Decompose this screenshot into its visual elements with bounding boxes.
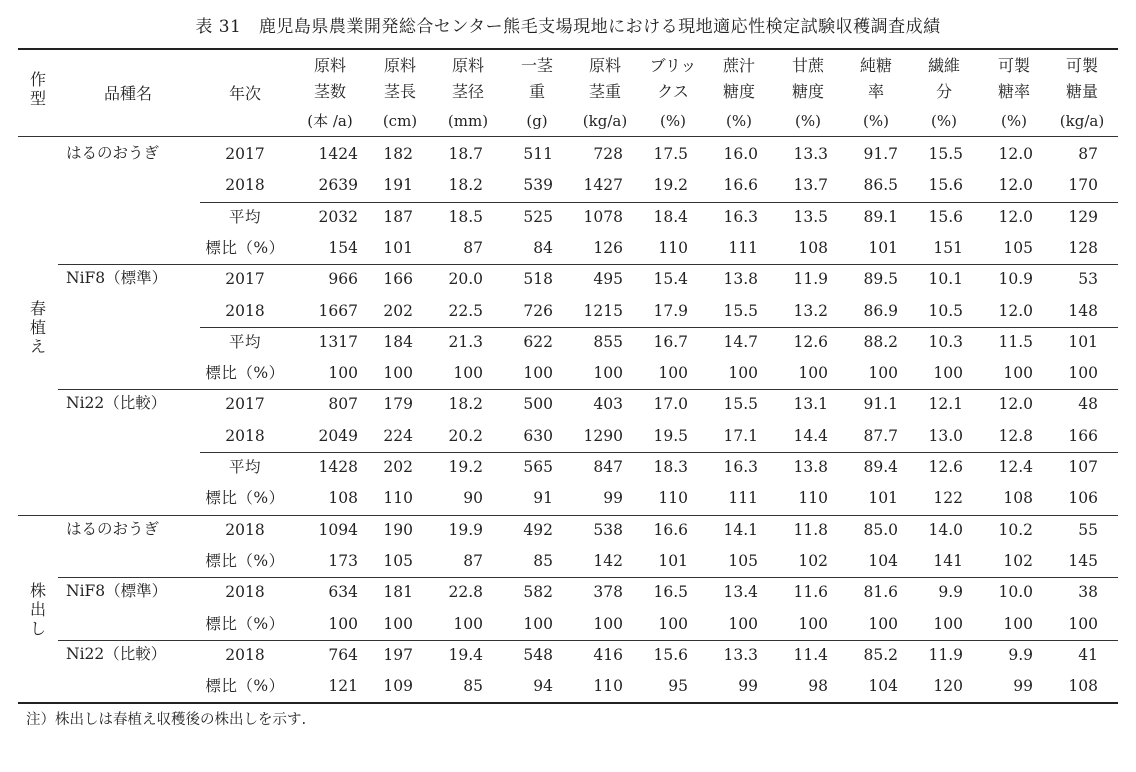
table-cell: 1428 [318,458,358,476]
table-cell: 1215 [583,301,623,320]
table-cell: 1317 [318,332,358,351]
table-cell: 110 [798,489,828,508]
variety-name: NiF8（標準） [66,269,168,288]
table-cell: 48 [1078,395,1098,414]
table-cell: 1290 [583,426,623,445]
table-cell: 16.0 [723,145,758,163]
table-cell: 1094 [318,520,358,539]
table-cell: 91 [533,489,553,508]
header-col-8-line2: 率 [867,82,884,101]
table-cell: 2049 [318,426,358,445]
group-label-char: 植 [29,317,46,337]
header-nenji: 年次 [228,84,261,103]
row-year: 平均 [228,207,261,226]
rule-line [200,202,1118,203]
table-cell: 128 [1068,238,1098,257]
header-col-4-unit: (kg/a) [582,112,628,130]
table-cell: 120 [933,677,963,696]
table-cell: 15.5 [723,395,758,414]
table-cell: 107 [1068,458,1098,476]
table-cell: 111 [728,489,758,508]
table-cell: 108 [798,238,828,257]
table-cell: 148 [1068,301,1098,320]
table-cell: 141 [933,551,963,570]
header-col-7-line1: 甘蔗 [791,56,824,75]
table-cell: 100 [868,614,898,633]
table-cell: 10.1 [928,270,963,289]
table-cell: 634 [328,583,358,602]
table-cell: 197 [383,645,413,664]
header-col-10-line1: 可製 [997,56,1030,75]
table-cell: 145 [1068,551,1098,570]
row-year: 2017 [225,270,265,289]
table-cell: 18.2 [448,176,483,195]
table-cell: 100 [383,614,413,633]
table-cell: 166 [1068,426,1098,445]
table-cell: 154 [328,238,358,257]
table-cell: 122 [933,489,963,508]
table-cell: 224 [383,426,413,445]
table-cell: 13.3 [723,645,758,664]
table-cell: 18.7 [448,145,483,163]
table-cell: 22.8 [448,583,483,602]
row-year: 標比（%） [205,364,285,383]
table-cell: 17.0 [653,395,688,414]
row-year: 標比（%） [205,677,285,696]
row-year: 2018 [225,176,265,195]
table-cell: 403 [593,395,623,414]
header-col-5-line2: クス [657,82,689,101]
table-cell: 101 [658,551,688,570]
table-cell: 565 [523,458,553,476]
variety-name: はるのおうぎ [66,519,160,538]
table-cell: 12.0 [998,145,1033,163]
table-cell: 15.4 [653,270,688,289]
table-cell: 12.0 [998,301,1033,320]
table-cell: 100 [453,364,483,383]
table-cell: 100 [798,364,828,383]
table-cell: 855 [593,332,623,351]
table-cell: 1424 [318,145,358,163]
table-cell: 100 [933,614,963,633]
table-cell: 100 [593,614,623,633]
table-cell: 100 [1003,614,1033,633]
row-year: 標比（%） [205,238,285,257]
table-cell: 100 [933,364,963,383]
table-cell: 1667 [318,301,358,320]
table-cell: 966 [328,270,358,289]
table-cell: 95 [668,677,688,696]
table-cell: 100 [328,364,358,383]
table-cell: 12.8 [998,426,1033,445]
header-hinshu: 品種名 [103,84,152,103]
table-cell: 111 [728,238,758,257]
row-year: 標比（%） [205,489,285,508]
table-cell: 105 [728,551,758,570]
table-cell: 518 [523,270,553,289]
table-cell: 126 [593,238,623,257]
table-cell: 19.2 [448,458,483,476]
table-cell: 13.7 [793,176,828,195]
table-cell: 86.5 [863,176,898,195]
variety-name: はるのおうぎ [66,144,160,162]
table-cell: 85.0 [863,520,898,539]
table-cell: 11.5 [998,332,1033,351]
table-cell: 12.6 [793,332,828,351]
table-cell: 16.6 [653,520,688,539]
header-col-3-line2: 重 [528,82,545,101]
table-cell: 100 [658,614,688,633]
table-cell: 18.2 [448,395,483,414]
table-cell: 104 [868,677,898,696]
table-cell: 19.4 [448,645,483,664]
table-cell: 151 [933,238,963,257]
table-cell: 182 [383,145,413,163]
table-cell: 10.2 [998,520,1033,539]
table-cell: 16.3 [723,207,758,226]
header-col-4-line2: 茎重 [588,82,621,101]
table-cell: 94 [533,677,553,696]
table-cell: 100 [328,614,358,633]
table-cell: 100 [593,364,623,383]
header-col-3-unit: (g) [526,112,548,130]
header-col-10-unit: (%) [1001,112,1027,130]
table-cell: 20.2 [448,426,483,445]
header-col-9-line2: 分 [935,82,952,101]
table-cell: 89.4 [863,458,898,476]
table-cell: 53 [1078,270,1098,289]
table-cell: 582 [523,583,553,602]
table-cell: 110 [593,677,623,696]
header-col-6-unit: (%) [726,112,752,130]
table-cell: 184 [383,332,413,351]
table-cell: 88.2 [863,332,898,351]
header-col-5-line1: ブリッ [649,56,697,75]
header-col-8-line1: 純糖 [859,56,892,75]
row-year: 2018 [225,520,265,539]
table-cell: 10.0 [998,583,1033,602]
table-cell: 16.6 [723,176,758,195]
table-cell: 100 [523,614,553,633]
table-cell: 548 [523,645,553,664]
table-cell: 500 [523,395,553,414]
table-cell: 100 [523,364,553,383]
table-cell: 100 [728,614,758,633]
table-cell: 16.7 [653,332,688,351]
table-cell: 86.9 [863,301,898,320]
group-label-char: 出 [29,599,46,619]
table-cell: 764 [328,645,358,664]
table-cell: 807 [328,395,358,414]
table-cell: 9.9 [938,583,963,602]
table-cell: 100 [798,614,828,633]
table-cell: 187 [383,207,413,226]
table-cell: 18.4 [653,207,688,226]
table-cell: 105 [1003,238,1033,257]
header-col-0-line2: 茎数 [313,82,346,101]
table-cell: 13.0 [928,426,963,445]
table-cell: 110 [658,489,688,508]
table-cell: 104 [868,551,898,570]
header-col-7-unit: (%) [795,112,821,130]
rule-line [58,640,1118,641]
table-cell: 101 [383,238,413,257]
table-cell: 15.6 [928,176,963,195]
table-cell: 495 [593,270,623,289]
table-cell: 18.5 [448,207,483,226]
header-col-5-unit: (%) [660,112,686,130]
table-cell: 10.3 [928,332,963,351]
rule-line [58,389,1118,390]
table-cell: 106 [1068,489,1098,508]
table-cell: 2032 [318,207,358,226]
rule-line [200,452,1118,453]
rule-line [18,136,1118,137]
table-cell: 100 [1003,364,1033,383]
table-cell: 170 [1068,176,1098,195]
table-cell: 81.6 [863,583,898,602]
table-cell: 16.5 [653,583,688,602]
table-cell: 108 [328,489,358,508]
header-col-6-line2: 糖度 [722,82,755,101]
table-cell: 55 [1078,520,1098,539]
table-cell: 100 [453,614,483,633]
header-col-11-unit: (kg/a) [1059,112,1105,130]
table-cell: 2639 [318,176,358,195]
table-cell: 191 [383,176,413,195]
header-col-2-line1: 原料 [451,56,484,75]
table-cell: 85 [533,551,553,570]
table-cell: 142 [593,551,623,570]
table-cell: 85.2 [863,645,898,664]
table-cell: 98 [808,677,828,696]
rule-line [18,48,1118,50]
header-col-11-line1: 可製 [1065,56,1098,75]
table-cell: 100 [658,364,688,383]
table-cell: 416 [593,645,623,664]
table-cell: 13.1 [793,395,828,414]
header-col-9-line1: 繊維 [927,56,960,75]
table-cell: 21.3 [448,332,483,351]
table-cell: 18.3 [653,458,688,476]
header-col-4-line1: 原料 [588,56,621,75]
table-cell: 100 [868,364,898,383]
table-cell: 11.6 [793,583,828,602]
header-col-1-line2: 茎長 [383,82,416,101]
table-cell: 99 [603,489,623,508]
table-cell: 99 [1013,677,1033,696]
table-cell: 22.5 [448,301,483,320]
table-cell: 100 [383,364,413,383]
rule-line [58,264,1118,265]
table-cell: 101 [1068,332,1098,351]
table-cell: 20.0 [448,270,483,289]
table-cell: 181 [383,583,413,602]
group-label-char: 春 [29,298,46,318]
table-cell: 110 [658,238,688,257]
rule-line [18,702,1118,704]
table-cell: 13.2 [793,301,828,320]
row-year: 標比（%） [205,614,285,633]
group-label-char: 株 [29,580,46,600]
table-cell: 84 [533,238,553,257]
table-cell: 85 [463,677,483,696]
table-cell: 89.1 [863,207,898,226]
table-cell: 99 [738,677,758,696]
table-cell: 102 [1003,551,1033,570]
table-cell: 511 [523,145,553,163]
table-cell: 87 [1078,145,1098,163]
table-cell: 108 [1068,677,1098,696]
table-cell: 38 [1078,583,1098,602]
table-cell: 10.5 [928,301,963,320]
header-col-9-unit: (%) [931,112,957,130]
header-col-0-line1: 原料 [313,56,346,75]
header-col-6-line1: 蔗汁 [722,56,755,75]
table-cell: 89.5 [863,270,898,289]
table-cell: 14.0 [928,520,963,539]
rule-line [18,515,1118,516]
table-cell: 100 [1068,614,1098,633]
header-col-1-unit: (cm) [382,112,418,130]
group-label-char: え [29,336,46,356]
table-cell: 91.7 [863,145,898,163]
table-cell: 87 [463,551,483,570]
table-cell: 14.7 [723,332,758,351]
table-cell: 13.5 [793,207,828,226]
table-cell: 179 [383,395,413,414]
header-col-1-line1: 原料 [383,56,416,75]
table-cell: 17.9 [653,301,688,320]
table-cell: 12.6 [928,458,963,476]
header-col-3-line1: 一茎 [520,56,553,75]
table-cell: 1078 [583,207,623,226]
table-cell: 109 [383,677,413,696]
table-cell: 9.9 [1008,645,1033,664]
rule-line [58,577,1118,578]
table-cell: 91.1 [863,395,898,414]
table-cell: 10.9 [998,270,1033,289]
table-cell: 12.4 [998,458,1033,476]
row-year: 2018 [225,583,265,602]
table-cell: 108 [1003,489,1033,508]
variety-name: Ni22（比較） [66,644,167,663]
variety-name: NiF8（標準） [66,582,168,601]
table-cell: 630 [523,426,553,445]
table-cell: 847 [593,458,623,476]
table-cell: 1427 [583,176,623,195]
table-cell: 378 [593,583,623,602]
table-cell: 15.6 [928,207,963,226]
table-note: 注）株出しは春植え収穫後の株出しを示す. [26,712,307,728]
table-cell: 100 [1068,364,1098,383]
table-cell: 11.4 [793,645,828,664]
header-col-0-unit: (本 /a) [307,112,353,130]
table-cell: 13.4 [723,583,758,602]
table-cell: 15.5 [723,301,758,320]
table-cell: 100 [728,364,758,383]
table-cell: 728 [593,145,623,163]
table-cell: 202 [383,301,413,320]
header-col-11-line2: 糖量 [1065,82,1098,101]
header-col-10-line2: 糖率 [997,82,1030,101]
table-cell: 17.5 [653,145,688,163]
table-cell: 102 [798,551,828,570]
table-cell: 19.9 [448,520,483,539]
table-cell: 14.1 [723,520,758,539]
header-col-8-unit: (%) [863,112,889,130]
table-cell: 17.1 [723,426,758,445]
table-cell: 105 [383,551,413,570]
table-title: 表 31 鹿児島県農業開発総合センター熊毛支場現地における現地適応性検定試験収穫調査成績 [195,17,941,37]
header-col-2-unit: (mm) [447,112,489,130]
row-year: 平均 [228,332,261,351]
table-cell: 13.8 [793,458,828,476]
table-cell: 41 [1078,645,1098,664]
table-cell: 492 [523,520,553,539]
row-year: 2017 [225,395,265,414]
table-cell: 166 [383,270,413,289]
table-cell: 12.1 [928,395,963,414]
table-cell: 19.5 [653,426,688,445]
table-cell: 12.0 [998,207,1033,226]
header-sakugata-1: 作 [29,70,46,89]
table-cell: 11.8 [793,520,828,539]
header-sakugata-2: 型 [29,89,46,108]
table-cell: 726 [523,301,553,320]
table-cell: 173 [328,551,358,570]
table-cell: 16.3 [723,458,758,476]
table-cell: 87 [463,238,483,257]
table-cell: 129 [1068,207,1098,226]
row-year: 2017 [225,145,265,163]
table-cell: 12.0 [998,395,1033,414]
table-cell: 110 [383,489,413,508]
table-cell: 538 [593,520,623,539]
table-cell: 101 [868,238,898,257]
table-cell: 13.8 [723,270,758,289]
row-year: 2018 [225,301,265,320]
rule-line [200,327,1118,328]
table-cell: 14.4 [793,426,828,445]
table-cell: 121 [328,677,358,696]
row-year: 2018 [225,645,265,664]
header-col-2-line2: 茎径 [451,82,484,101]
header-col-7-line2: 糖度 [791,82,824,101]
table-cell: 525 [523,207,553,226]
table-cell: 90 [463,489,483,508]
group-label-char: し [29,618,46,638]
table-cell: 622 [523,332,553,351]
row-year: 標比（%） [205,551,285,570]
table-cell: 11.9 [793,270,828,289]
table-cell: 19.2 [653,176,688,195]
table-cell: 87.7 [863,426,898,445]
variety-name: Ni22（比較） [66,394,167,413]
table-cell: 190 [383,520,413,539]
table-cell: 15.5 [928,145,963,163]
table-cell: 11.9 [928,645,963,664]
row-year: 平均 [228,458,261,476]
table-cell: 202 [383,458,413,476]
table-cell: 13.3 [793,145,828,163]
table-cell: 15.6 [653,645,688,664]
row-year: 2018 [225,426,265,445]
table-cell: 12.0 [998,176,1033,195]
table-cell: 539 [523,176,553,195]
table-cell: 101 [868,489,898,508]
